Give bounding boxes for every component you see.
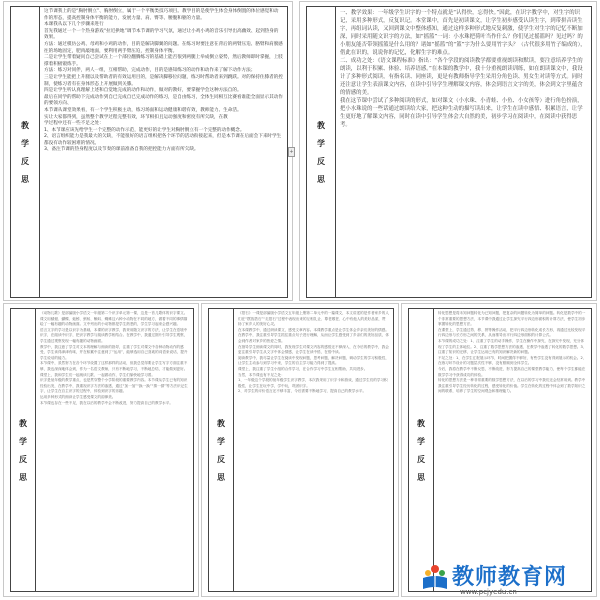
reflection-label [209,309,234,591]
label-char: 思 [21,174,29,184]
label-char: 学 [19,436,27,446]
reflection-text: 转化思想是将未知问题转化为已知问题，把复杂的问题转化为简单的问题。转化是数学中的一个非常重要的思想方法，本节课中我通过让学生探究平行四边形面积的计算方法，使学生初步掌握转化的思想方法。 在课堂上，学生通过剪、移、拼等操作活动，把平行四边形转化成长方形，再通过比较发现平行四边形与长方形之间的关系，从而推导出平行四边形面积的计算公式。 本节课的成功之处：1、注重了学生的动手操作，学生在操作中探究，在探究中发现，充分体现了学生的主体地位。2、注重了数学思想方法的渗透，在教学中渗透了转化的数学思想。3、注重了知识的迁移，让学生运用已有的知识解决新的问题。 不足之处：1、在学生汇报展示环节，时间把握得不够好，有些学生没有得到展示的机会。2、在练习环节设计的习题层次性不够，没有照顾到全体学生。 今后，我将在教学中不断反思，不断改进，努力提高自己的课堂教学能力，使每个学生都能在数学学习中获得成功的体验。 转化的思想方法是一种非常重要的数学思想方法，在以后的学习中我们还会经常用到。教学中我注重引导学生经历转化的过程，感受转化的价值。学生在转化的过程中体会到了数学知识之间的联系，培养了学生的空间观念和推理能力。 [438,311,587,394]
site-watermark [420,560,570,598]
reflection-table [208,308,394,592]
label-char: 反 [417,454,425,464]
reflection-table [306,6,592,298]
reflection-label [11,7,40,297]
label-char: 学 [21,138,29,148]
reflection-table [10,308,194,592]
reflection-text: 《动物儿歌》是部编版小学语文一年级第二个识字单元第一课，这是一首儿歌体的识字课文。课文用蜻蜓、蝴蝶、蚯蚓、蚂蚁、蝌蚪、蜘蛛这六种小动物在不同的地方，做着不同的事情描绘了一幅有趣的动物画面。文中列出的小动物都是学生熟悉的，学生学习起来会感兴趣。 语言文字的学习是以识字为基础，本课的识字教学，我采用随文识字的方法，让学生在语境中识字，在阅读中识字，把识字教学与阅读教学相结合。在教学中，我通过图片引导学生观察，学生通过观察发现一幅有趣的动物画面。 教学中，我注意了学生对文本的理解与朗读的指导，注重了学生对课文中各种动物动作的感受，学生读得津津有味，并在积累中注意到了“运用”，能够选用自己喜欢的词语来说话，提升学生说话的能力。 本节课中，虽然努力在各个环节设置了这样那样的活动，但我总觉得要让学生写字方面注重不够，我也深深地体会到，作为一名语文教师，只有不断地学习，不断地总结，才能做到更好。课堂上，我和学生们一起朗读儿歌、一起做动作，学生们愉快地学习着。 识字是低年级的教学重点，也是贯穿整个小学阶段的重要教学内容。本节课从学生已有的知识经验出发，在教学中，我重视识字方法的渗透，通过“加一加”“换一换”“猜一猜”等方法识记生字，让学生在自主识字的过程中，体验到识字的乐趣。 运用多种形式的朗读让学生感受课文的韵律美。 本节课也存在一些不足，我在以后的教学中会不断改进，努力提高自己的教学水平。 [40,311,188,405]
document-page-3 [4,304,198,596]
label-char: 思 [417,472,425,482]
label-char: 教 [317,120,325,130]
label-char: 学 [317,138,325,148]
label-char: 教 [21,120,29,130]
label-char: 反 [217,454,225,464]
reflection-text: 一、教学效果：一年级学生识字的一个特点就是“认得快，忘得快。”因此，在识字教学中，对生字的识记，采用多种形式，反复识记。本堂课中，首先是初读课文，让学生初步感受认读生字，到带拼音读生字，再组词认读，又回到课文中整体感知，通过这样多种形式地反复刺激，使学生对生字的记忆不断加深，同时采用随文识字的方法，如“摇篮”一词：小水珠把荷叶当作什么？你们见过摇篮吗？见过吗？的小朋友能否带领摇篮是什么用的？诸如“摇篮”的“篮”字为什么要用竹字头？（古代很多用竹子编成的），借此在识的，说说你的记忆，化解生字的难点。 二、成功之处：《语文课程标准》指出：“各个学段的阅读教学都要重视朗读和默读，要注意培养学生的朗读，以利于积累、体验、培养语感。”在本课的教学中，我十分重视朗读训练，如在朗读课文中，我设计了多种形式阅读，有指名读、同座读，更是有教师指导学生采用分角色读、男女生对读等方式。同时还注意让学生表演课文内容，在读中引导学生理解课文内容，体会到语言文字的美，体会到文字里蕴含的情感的美。 我在这节课中尝试了多种阅读的形式，如对课文（小水珠、小青蛙、小鱼、小女孩等）进行角色扮演，把小水珠说的一些话通过朗读给大家，把这种生动的描写读出来，让学生在读中感悟、积累语言，让学生更好地了解课文内容，同时在读中引导学生体会大自然的美，初步学习在阅读中，在阅读中获得思考。 [340,10,586,128]
label-char: 教 [417,418,425,428]
watermark-brand: 教师教育网 [452,565,568,590]
resize-handle[interactable]: + [289,149,294,155]
reflection-text: 《搭石》一课是部编版小学语文五年级上册第二单元中的一篇课文，本文讲述的是作者家乡的人们在“摆放搭石”“走搭石”过程中表现出来的互相礼让、尊老敬老、心中有他人的美好品质，赞扬了家乡人的美好心灵。 在本课教学中，通过研读课文，感受文章内容。本课教学重点是让学生体会乡亲们美好的情感。在教学中，我注重引导学生抓住重点句子进行理解，从而让学生感受到了乡亲们的美好品质，体会到作者对家乡的热爱之情。 在指导学生朗读课文的同时，我发现学生对课文内容的感悟还不够深入，在今后的教学中，我会更注重引导学生从文字中体会情感，让学生在读中悟，在悟中读。 阅读教学中，我尽量让学生在阅读中发现问题，思考问题，解决问题，调动学生的学习积极性，让学生主动参与到学习中来，学生的自主学习能力得到了提高。 课堂上，我注重了学生小组的合作学习，在合作学习中学生互相帮助，共同进步。 当然，本节课也有不足之处： 1、一年级这个学段的低年级学生识字教学，本次我采用了识字卡和游戏，通过学生们的学习积极性，让学生在玩中学，学中玩，巩固识字。 2、对学生的评价语言还不够丰富，今后需要不断地学习，提高自己的教学水平。 [238,311,389,394]
label-char: 思 [317,174,325,184]
document-page-1 [4,2,292,300]
label-char: 学 [217,436,225,446]
reflection-label [307,7,336,297]
reflection-table [408,308,592,592]
document-page-5 [402,304,596,596]
label-char: 反 [19,454,27,464]
label-char: 反 [317,156,325,166]
label-char: 学 [417,436,425,446]
reflection-label [11,309,36,591]
label-char: 教 [19,418,27,428]
label-char: 思 [217,472,225,482]
document-page-4 [202,304,398,596]
label-char: 教 [217,418,225,428]
label-char: 思 [19,472,27,482]
watermark-url: www.pcjyedu.cn [460,588,517,596]
label-char: 反 [21,156,29,166]
reflection-table [10,6,288,298]
reflection-text: 这节课我上的是“胸肘倒立”、胸肘倒立，属于一个平衡类技巧项目。教学目的是使学生体会身体倒置的体位感觉和动作的形态，提高控制身体平衡的能力，发展力量、肩、臀等、腰腹和躯的力量。 本课我从以下几个步骤来进行 首先我通过一个一个热身游戏“拉近拱地”调节本节课的学习气氛，通过让小鸡小鸡的音乐引导出高幽效、起到热身的效果。 方法：通过模仿公鸡、母鸡和小鸡的动作，目的是解决脚翼的问题。在练习时要注意在背后的两臂压迫、胳臂和肩膀感往的场地固定，肥肉敲地面，要利用两手臂压迫，控制身体平衡。 二是让学生带着疑问自己尝试在上一个部位翻腾练习的基础上能否很到两腿上举成倒立姿势，然后教师即时掌握，上肢撑着积极锻炼手。 方法：练习对同伴，两人一组，互相帮助，完成动作，目的是感知练习的动作和动作来了解下动作方法； 三是让学生能把上升腿以及帮助者的有效运用目的，是解决脚移位问题，练习时帮助者来到跳跃。对的保持住膝者的控制，使练习者有在身体形态上开展做到关膝。 四是让学生听认真理解上述和自觉地完成的动作和动作，做对的教好，要掌握学会这种方法自的。 最后在同学的帮助下完成动作到自已完成自已完成动作的练习，是自由练习，全体生同相互比赛看谁能全面显示其动作的要领方向、 本节课从课堂效果看，有一个学生积极主动，练习场面和运动健康和谐有效，教师能力、生命活。 实让大家都得到，虽然整个教学过程完整有效，环节相扣且运动强度和密度有所欠缺，在教 学过程中还有一些不足之处： 1、本节课应该先给学生一个完整的动作示范，能更好的让学生对胸肘倒立有一个完整的动作概念。 2、语言组织能力是我最大的欠缺，不能很好的语言组织把各个环节的活动衔接起来，但是本节课在后面会下来时学生都没有动作较困难的情况。 3、备注节课的热身程度以及节奏的课前准备自我的把控能力方面有所欠缺。 [44,9,283,153]
book-logo-icon [420,562,450,592]
document-page-2 [300,2,596,300]
reflection-label [409,309,434,591]
